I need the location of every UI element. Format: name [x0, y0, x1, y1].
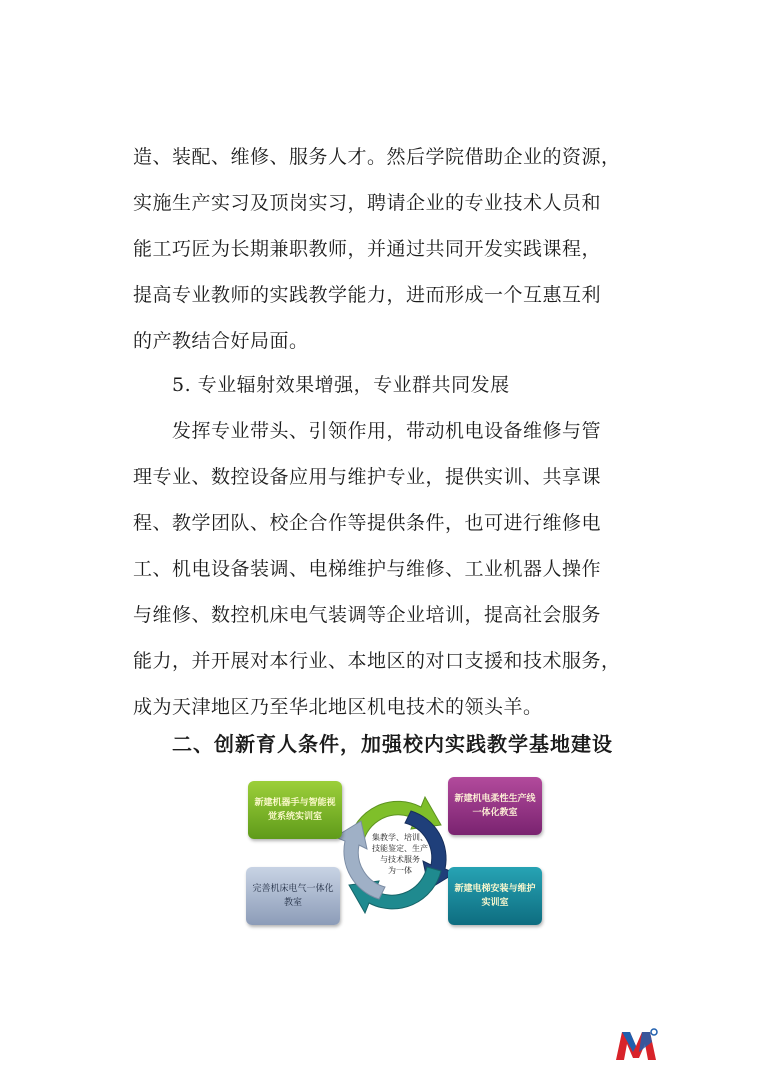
center-line: 集教学、培训、	[372, 833, 428, 842]
subsection-title: 5. 专业辐射效果增强，专业群共同发展	[172, 374, 510, 396]
text-line: 工、机电设备装调、电梯维护与维修、工业机器人操作	[133, 558, 602, 580]
center-line: 与技术服务	[380, 855, 420, 864]
text-line: 成为天津地区乃至华北地区机电技术的领头羊。	[133, 696, 543, 718]
text-line: 程、教学团队、校企合作等提供条件，也可进行维修电	[133, 512, 602, 534]
text-line: 能工巧匠为长期兼职教师，并通过共同开发实践课程，	[133, 238, 602, 260]
center-line: 技能鉴定、生产	[372, 844, 428, 853]
text-line: 能力，并开展对本行业、本地区的对口支援和技术服务，	[133, 650, 621, 672]
box-machine-electrical-classroom: 完善机床电气一体化教室	[246, 867, 340, 925]
institution-logo-icon	[614, 1026, 658, 1062]
diagram-center-text	[364, 832, 436, 876]
text-line: 与维修、数控机床电气装调等企业培训，提高社会服务	[133, 604, 602, 626]
box-flexible-production-classroom: 新建机电柔性生产线一体化教室	[448, 777, 542, 835]
text-line: 造、装配、维修、服务人才。然后学院借助企业的资源，	[133, 146, 621, 168]
box-robot-vision-lab: 新建机器手与智能视觉系统实训室	[248, 781, 342, 839]
section-heading: 二、创新育人条件，加强校内实践教学基地建设	[172, 732, 613, 756]
text-line: 发挥专业带头、引领作用，带动机电设备维修与管	[172, 420, 602, 442]
text-line: 实施生产实习及顶岗实习，聘请企业的专业技术人员和	[133, 192, 602, 214]
box-elevator-lab: 新建电梯安装与维护实训室	[448, 867, 542, 925]
text-line: 的产教结合好局面。	[133, 330, 309, 352]
text-line: 理专业、数控设备应用与维护专业，提供实训、共享课	[133, 466, 602, 488]
center-line: 为一体	[388, 866, 412, 875]
text-line: 提高专业教师的实践教学能力，进而形成一个互惠互利	[133, 284, 602, 306]
